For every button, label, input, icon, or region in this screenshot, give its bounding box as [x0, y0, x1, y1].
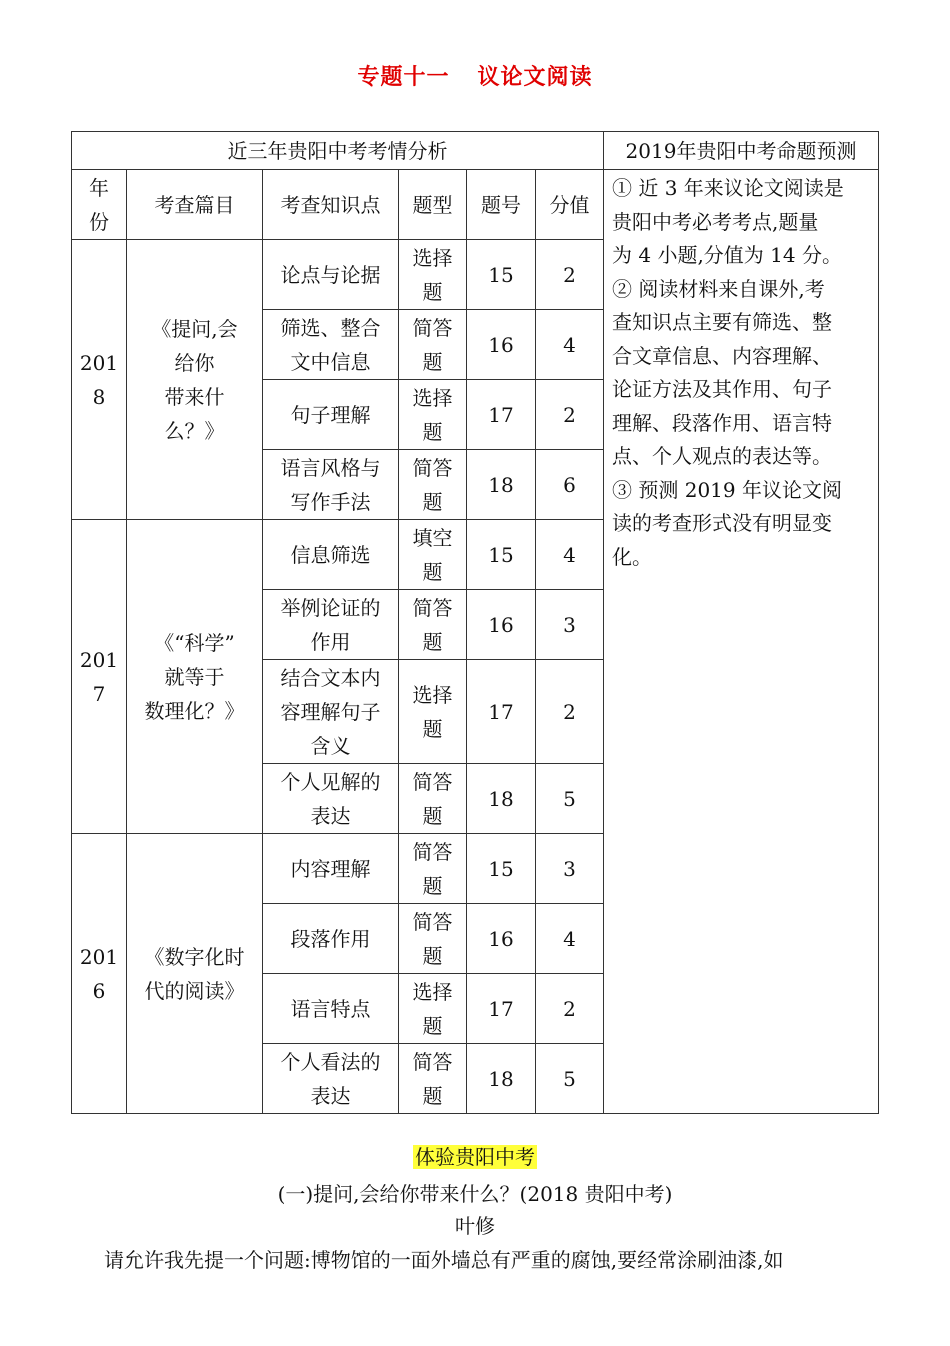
type-cell: [399, 310, 467, 380]
cell-line: 《“科学”: [154, 630, 235, 655]
prediction-content: [604, 170, 879, 1114]
number-cell: 17: [467, 660, 536, 764]
cell-line: 选择: [412, 385, 453, 410]
cell-line: 选择: [412, 245, 453, 270]
article-cell: [127, 240, 263, 520]
cell-line: 个人见解的: [280, 769, 381, 794]
col-header-year: [72, 170, 127, 240]
score-cell: 5: [536, 764, 604, 834]
cell-line: 数理化？》: [144, 698, 245, 723]
number-cell: 16: [467, 310, 536, 380]
cell-line: 简答: [412, 769, 453, 794]
score-cell: 5: [536, 1044, 604, 1114]
knowledge-cell: [263, 450, 399, 520]
prediction-line: 为 4 小题,分值为 14 分。: [612, 243, 842, 267]
cell-line: 表达: [310, 803, 351, 828]
type-cell: [399, 764, 467, 834]
cell-line: 代的阅读》: [144, 978, 245, 1003]
knowledge-cell: [263, 974, 399, 1044]
title-topic: 专题十一: [357, 65, 450, 90]
cell-line: 简答: [412, 315, 453, 340]
cell-line: 简答: [412, 1049, 453, 1074]
score-cell: 2: [536, 380, 604, 450]
title-subject: 议论文阅读: [477, 65, 593, 90]
cell-line: 题: [422, 349, 443, 374]
cell-line: 表达: [310, 1083, 351, 1108]
cell-line: 论点与论据: [280, 262, 381, 287]
cell-line: 简答: [412, 839, 453, 864]
col-header-number: 题号: [467, 170, 536, 240]
type-cell: [399, 904, 467, 974]
article-cell: [127, 520, 263, 834]
score-cell: 6: [536, 450, 604, 520]
knowledge-cell: [263, 1044, 399, 1114]
col-header-score: 分值: [536, 170, 604, 240]
cell-line: 举例论证的: [280, 595, 381, 620]
analysis-header: 近三年贵阳中考考情分析: [72, 132, 604, 170]
type-cell: [399, 834, 467, 904]
cell-line: 简答: [412, 909, 453, 934]
score-cell: 2: [536, 660, 604, 764]
prediction-line: ② 阅读材料来自课外,考: [612, 276, 825, 301]
document-title: [0, 60, 950, 91]
cell-line: 语言特点: [290, 996, 371, 1021]
prediction-line: 查知识点主要有筛选、整: [612, 310, 832, 334]
cell-line: 作用: [310, 629, 351, 654]
cell-line: 结合文本内: [280, 665, 381, 690]
score-cell: 2: [536, 974, 604, 1044]
knowledge-cell: [263, 240, 399, 310]
cell-line: 筛选、整合: [280, 315, 381, 340]
cell-line: 《数字化时: [144, 944, 245, 969]
cell-line: 简答: [412, 455, 453, 480]
cell-line: 题: [422, 559, 443, 584]
prediction-line: 理解、段落作用、语言特: [612, 410, 832, 435]
col-header-type: 题型: [399, 170, 467, 240]
type-cell: [399, 380, 467, 450]
number-cell: 16: [467, 590, 536, 660]
cell-line: 6: [92, 978, 106, 1003]
year-cell: [72, 520, 127, 834]
cell-line: 给你: [174, 350, 215, 375]
cell-line: 题: [422, 1013, 443, 1038]
prediction-line: 贵阳中考必考考点,题量: [612, 209, 819, 234]
cell-line: 含义: [310, 733, 351, 758]
number-cell: 17: [467, 380, 536, 450]
cell-line: 题: [422, 716, 443, 741]
col-header-article: 考查篇目: [127, 170, 263, 240]
section-heading: [0, 1141, 950, 1170]
prediction-line: 合文章信息、内容理解、: [612, 343, 832, 368]
knowledge-cell: [263, 590, 399, 660]
prediction-line: 点、个人观点的表达等。: [612, 444, 832, 468]
cell-line: 题: [422, 419, 443, 444]
prediction-line: ① 近 3 年来议论文阅读是: [612, 176, 844, 200]
year-cell: [72, 240, 127, 520]
type-cell: [399, 660, 467, 764]
number-cell: 17: [467, 974, 536, 1044]
cell-line: 份: [89, 209, 109, 234]
cell-line: 题: [422, 629, 443, 654]
score-cell: 4: [536, 520, 604, 590]
score-cell: 2: [536, 240, 604, 310]
prediction-line: 论证方法及其作用、句子: [612, 377, 832, 401]
cell-line: 带来什: [164, 384, 225, 409]
cell-line: 8: [92, 384, 106, 409]
cell-line: 就等于: [164, 664, 225, 689]
prediction-line: 读的考查形式没有明显变: [612, 511, 832, 535]
number-cell: 15: [467, 520, 536, 590]
cell-line: 段落作用: [290, 926, 371, 951]
article-subheading: (一)提问,会给你带来什么？(2018 贵阳中考): [277, 1182, 673, 1206]
number-cell: 15: [467, 834, 536, 904]
type-cell: [399, 590, 467, 660]
article-cell: [127, 834, 263, 1114]
score-cell: 4: [536, 310, 604, 380]
article-author: 叶修: [455, 1214, 495, 1238]
cell-line: 么？》: [164, 418, 225, 443]
prediction-line: 化。: [612, 544, 652, 569]
knowledge-cell: [263, 764, 399, 834]
score-cell: 4: [536, 904, 604, 974]
score-cell: 3: [536, 590, 604, 660]
cell-line: 《提问,会: [151, 316, 238, 341]
cell-line: 文中信息: [290, 349, 371, 374]
cell-line: 内容理解: [290, 856, 371, 881]
score-cell: 3: [536, 834, 604, 904]
cell-line: 题: [422, 489, 443, 514]
knowledge-cell: [263, 904, 399, 974]
prediction-header: 2019年贵阳中考命题预测: [604, 132, 879, 170]
col-header-knowledge: 考查知识点: [263, 170, 399, 240]
section-heading-text: 体验贵阳中考: [415, 1145, 535, 1169]
knowledge-cell: [263, 380, 399, 450]
cell-line: 选择: [412, 682, 453, 707]
cell-line: 个人看法的: [280, 1049, 381, 1074]
cell-line: 201: [79, 647, 119, 672]
cell-line: 填空: [412, 525, 453, 550]
cell-line: 句子理解: [290, 402, 371, 427]
type-cell: [399, 450, 467, 520]
year-cell: [72, 834, 127, 1114]
exam-analysis-table: [71, 131, 879, 1114]
number-cell: 16: [467, 904, 536, 974]
cell-line: 选择: [412, 979, 453, 1004]
number-cell: 18: [467, 1044, 536, 1114]
cell-line: 信息筛选: [290, 542, 371, 567]
type-cell: [399, 520, 467, 590]
number-cell: 18: [467, 764, 536, 834]
number-cell: 15: [467, 240, 536, 310]
cell-line: 容理解句子: [280, 699, 381, 724]
type-cell: [399, 974, 467, 1044]
cell-line: 写作手法: [290, 489, 371, 514]
cell-line: 题: [422, 279, 443, 304]
article-first-line: 请允许我先提一个问题:博物馆的一面外墙总有严重的腐蚀,要经常涂刷油漆,如: [104, 1248, 784, 1272]
cell-line: 201: [79, 944, 119, 969]
type-cell: [399, 240, 467, 310]
cell-line: 语言风格与: [280, 455, 381, 480]
knowledge-cell: [263, 660, 399, 764]
cell-line: 题: [422, 943, 443, 968]
number-cell: 18: [467, 450, 536, 520]
prediction-line: ③ 预测 2019 年议论文阅: [612, 477, 842, 502]
cell-line: 7: [92, 681, 106, 706]
cell-line: 题: [422, 803, 443, 828]
knowledge-cell: [263, 310, 399, 380]
cell-line: 简答: [412, 595, 453, 620]
knowledge-cell: [263, 834, 399, 904]
knowledge-cell: [263, 520, 399, 590]
type-cell: [399, 1044, 467, 1114]
cell-line: 题: [422, 1083, 443, 1108]
cell-line: 题: [422, 873, 443, 898]
cell-line: 年: [89, 175, 109, 200]
cell-line: 201: [79, 350, 119, 375]
